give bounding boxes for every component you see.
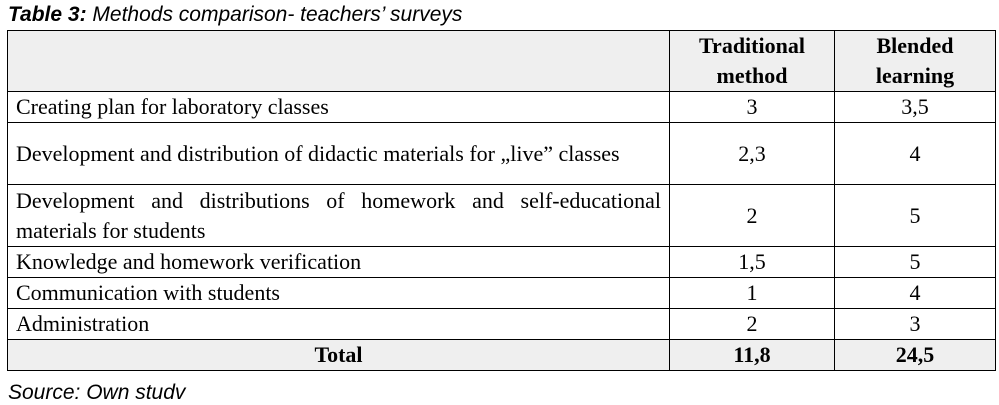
blended-value: 4	[835, 278, 996, 309]
table-row	[8, 309, 996, 340]
row-label: Knowledge and homework verification	[8, 247, 670, 278]
row-label: Development and distribution of didactic materials for „live” classes	[8, 123, 670, 185]
total-traditional-value: 11,8	[670, 340, 835, 371]
traditional-value: 1	[670, 278, 835, 309]
table-caption	[8, 2, 462, 28]
blended-value: 5	[835, 247, 996, 278]
total-label: Total	[8, 340, 670, 371]
traditional-value: 1,5	[670, 247, 835, 278]
table-row	[8, 185, 996, 247]
traditional-value: 2	[670, 185, 835, 247]
blended-value: 3	[835, 309, 996, 340]
table-row	[8, 278, 996, 309]
traditional-value: 3	[670, 92, 835, 123]
blended-value: 5	[835, 185, 996, 247]
header-empty-cell	[8, 31, 670, 92]
table-title: Methods comparison- teachers’ surveys	[86, 3, 463, 26]
table-row	[8, 123, 996, 185]
row-label: Communication with students	[8, 278, 670, 309]
row-label: Creating plan for laboratory classes	[8, 92, 670, 123]
table-number: Table 3:	[8, 3, 87, 26]
blended-value: 3,5	[835, 92, 996, 123]
table-row	[8, 247, 996, 278]
blended-value: 4	[835, 123, 996, 185]
traditional-value: 2	[670, 309, 835, 340]
header-traditional-method: Traditional method	[670, 31, 835, 92]
comparison-table	[7, 30, 996, 371]
table-row	[8, 92, 996, 123]
total-row	[8, 340, 996, 371]
total-blended-value: 24,5	[835, 340, 996, 371]
header-blended-learning: Blended learning	[835, 31, 996, 92]
row-label: Administration	[8, 309, 670, 340]
table-header-row	[8, 31, 996, 92]
row-label: Development and distributions of homework and self-educational materials for students	[8, 185, 670, 247]
table-source-note: Source: Own studv	[8, 381, 186, 404]
traditional-value: 2,3	[670, 123, 835, 185]
